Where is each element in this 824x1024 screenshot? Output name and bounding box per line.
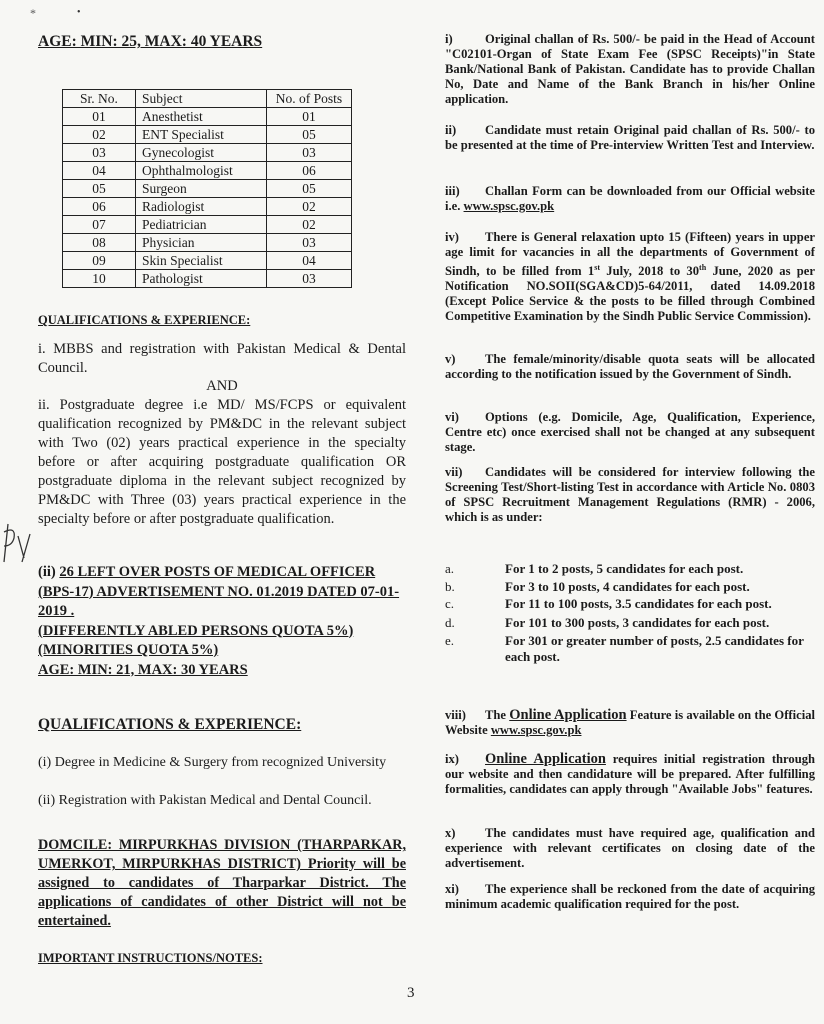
posts: 05 [267, 180, 352, 198]
sr-no: 07 [63, 216, 136, 234]
website-link[interactable]: www.spsc.gov.pk [463, 199, 555, 213]
section-ii-heading [38, 563, 406, 680]
subject: Pathologist [136, 270, 267, 288]
instruction-text: There is General relaxation upto 15 (Fifteen) years in upper age limit for vacancies in all the departments of Government of Sindh, to be filled from 1 [445, 230, 815, 279]
instruction-x [445, 826, 815, 871]
table-row [63, 162, 352, 180]
instruction-text: Feature is available on the Official Website [445, 708, 815, 737]
instruction-number: iii) [445, 184, 460, 198]
superscript: th [699, 263, 707, 272]
and-separator: AND [206, 378, 238, 394]
superscript: st [594, 263, 600, 272]
instruction-number: i) [445, 32, 453, 46]
header-no-of-posts: No. of Posts [267, 90, 352, 108]
subject: Pediatrician [136, 216, 267, 234]
table-row [63, 252, 352, 270]
subject: Skin Specialist [136, 252, 267, 270]
instruction-xi [445, 882, 815, 912]
instruction-text: The female/minority/disable quota seats will be allocated according to the notification issued by the Government of Sindh. [445, 352, 815, 381]
list-item [445, 633, 815, 664]
posts: 05 [267, 126, 352, 144]
instruction-number: viii) [445, 708, 466, 722]
instruction-text: Options (e.g. Domicile, Age, Qualification, Experience, Centre etc) once exercised shall not be changed at any subsequent stage. [445, 410, 815, 454]
qualification2-ii: (ii) Registration with Pakistan Medical and Dental Council. [38, 793, 372, 808]
instruction-number: vi) [445, 410, 459, 424]
website-link[interactable]: www.spsc.gov.pk [490, 723, 582, 737]
instruction-ix [445, 752, 815, 797]
instructions-heading: IMPORTANT INSTRUCTIONS/NOTES: [38, 951, 263, 965]
age-heading: AGE: MIN: 25, MAX: 40 YEARS [38, 33, 263, 50]
subject: Physician [136, 234, 267, 252]
section-ii-quota-disabled: (DIFFERENTLY ABLED PERSONS QUOTA 5%) [38, 622, 354, 639]
instruction-text: The experience shall be reckoned from the date of acquiring minimum academic qualification required for the post. [445, 882, 815, 911]
page-number: 3 [407, 985, 415, 1001]
instruction-viii [445, 708, 815, 738]
instruction-number: iv) [445, 230, 459, 244]
instruction-number: vii) [445, 465, 463, 479]
posts: 02 [267, 198, 352, 216]
section-ii-title: 26 LEFT OVER POSTS OF MEDICAL OFFICER (BPS-17) ADVERTISEMENT NO. 01.2019 DATED 07-01-2019 . [38, 564, 400, 619]
shortlisting-list [445, 561, 815, 664]
instruction-number: ii) [445, 123, 457, 137]
header-sr-no: Sr. No. [63, 90, 136, 108]
instruction-vi [445, 410, 815, 455]
table-row [63, 126, 352, 144]
instruction-number: ix) [445, 752, 459, 766]
instruction-text: Challan Form can be downloaded from our Official website i.e. [445, 184, 815, 213]
qualifications-heading-2: QUALIFICATIONS & EXPERIENCE: [38, 716, 302, 733]
list-letter: a. [445, 561, 455, 576]
instruction-text: The candidates must have required age, qualification and experience with relevant certificates on closing date of the advertisement. [445, 826, 815, 870]
posts: 02 [267, 216, 352, 234]
list-letter: d. [445, 614, 455, 630]
qualification-i: i. MBBS and registration with Pakistan Medical & Dental Council. [38, 341, 406, 376]
posts-table [62, 89, 352, 288]
table-row [63, 108, 352, 126]
list-text: For 11 to 100 posts, 3.5 candidates for each post. [505, 596, 772, 611]
qualifications-heading: QUALIFICATIONS & EXPERIENCE: [38, 313, 251, 327]
posts: 03 [267, 270, 352, 288]
list-text: For 301 or greater number of posts, 2.5 candidates for each post. [505, 633, 804, 664]
instruction-text: Original challan of Rs. 500/- be paid in the Head of Account "C02101-Organ of State Exam Fee (SPSC Receipts)"in State Bank/National Bank of Pakistan. Candidate has to provide Challan No, Date and Name of the Bank Branch in his/her Online application. [445, 32, 815, 106]
table-row [63, 198, 352, 216]
instruction-iv [445, 230, 815, 324]
instruction-ii [445, 123, 815, 153]
instruction-text: The [485, 708, 510, 722]
handwritten-mark [0, 518, 40, 568]
qualification-ii: ii. Postgraduate degree i.e MD/ MS/FCPS or equivalent qualification recognized by PM&DC in the relevant subject with Two (02) years practical experience in the specialty before or after acquiring postgraduate qualification OR postgraduate diploma in the relevant subject recognized by PM&DC with Three (03) years practical experience in the specialty before or after postgraduate qualification. [38, 397, 406, 527]
scan-mark: • [77, 7, 81, 18]
list-text: For 3 to 10 posts, 4 candidates for each post. [505, 578, 750, 594]
subject: Ophthalmologist [136, 162, 267, 180]
posts: 01 [267, 108, 352, 126]
posts: 06 [267, 162, 352, 180]
posts: 03 [267, 234, 352, 252]
qualification2-i: (i) Degree in Medicine & Surgery from recognized University [38, 755, 387, 770]
instruction-iii [445, 184, 815, 214]
table-row [63, 234, 352, 252]
section-ii-quota-minorities: (MINORITIES QUOTA 5%) [38, 642, 219, 658]
list-item [445, 561, 815, 577]
instruction-text: July, 2018 to 30 [599, 264, 700, 279]
list-item [445, 579, 815, 595]
domicile-note: DOMCILE: MIRPURKHAS DIVISION (THARPARKAR, UMERKOT, MIRPURKHAS DISTRICT) Priority will be assigned to candidates of Tharparkar District. The applications of candidates of other District will not be entertained. [38, 837, 406, 929]
table-header-row [63, 90, 352, 108]
instruction-number: x) [445, 826, 456, 840]
subject: Anesthetist [136, 108, 267, 126]
subject: ENT Specialist [136, 126, 267, 144]
sr-no: 10 [63, 270, 136, 288]
sr-no: 04 [63, 162, 136, 180]
instruction-text: Candidate must retain Original paid challan of Rs. 500/- to be presented at the time of Pre-interview Written Test and Interview. [445, 123, 815, 152]
table-row [63, 270, 352, 288]
sr-no: 02 [63, 126, 136, 144]
instruction-number: xi) [445, 882, 459, 896]
sr-no: 05 [63, 180, 136, 198]
sr-no: 01 [63, 108, 136, 126]
instruction-text: requires initial registration through our website and then candidature will be prepared. After fulfilling formalities, candidates can apply through "Available Jobs" features. [445, 752, 815, 796]
list-text: For 101 to 300 posts, 3 candidates for each post. [505, 614, 770, 630]
posts: 03 [267, 144, 352, 162]
subject: Surgeon [136, 180, 267, 198]
scan-mark: * [30, 6, 36, 20]
subject: Radiologist [136, 198, 267, 216]
instruction-number: v) [445, 352, 456, 366]
sr-no: 08 [63, 234, 136, 252]
list-letter: b. [445, 578, 455, 594]
online-application-label: Online Application [485, 751, 606, 767]
section-ii-prefix: (ii) [38, 564, 60, 580]
list-letter: c. [445, 596, 455, 611]
sr-no: 03 [63, 144, 136, 162]
table-row [63, 144, 352, 162]
list-letter: e. [445, 633, 455, 648]
instruction-text: June, 2020 as per Notification NO.SOII(SGA&CD)5-64/2011, dated 14.09.2018 (Except Police Service & the posts to be filled through Combined Competitive Examination by the Sindh Public Service Commission). [445, 264, 815, 324]
sr-no: 06 [63, 198, 136, 216]
header-subject: Subject [136, 90, 267, 108]
section-ii-age: AGE: MIN: 21, MAX: 30 YEARS [38, 661, 248, 678]
instruction-text: Candidates will be considered for interview following the Screening Test/Short-listing Test in accordance with Article No. 0803 of SPSC Recruitment Management Regulations (RMR) - 2006, which is as under: [445, 465, 815, 524]
instruction-vii [445, 465, 815, 525]
table-row [63, 180, 352, 198]
table-row [63, 216, 352, 234]
instruction-v [445, 352, 815, 382]
posts: 04 [267, 252, 352, 270]
instruction-i [445, 32, 815, 107]
sr-no: 09 [63, 252, 136, 270]
list-text: For 1 to 2 posts, 5 candidates for each post. [505, 561, 744, 576]
list-item [445, 596, 815, 612]
online-application-label: Online Application [509, 707, 627, 723]
subject: Gynecologist [136, 144, 267, 162]
list-item [445, 615, 815, 631]
